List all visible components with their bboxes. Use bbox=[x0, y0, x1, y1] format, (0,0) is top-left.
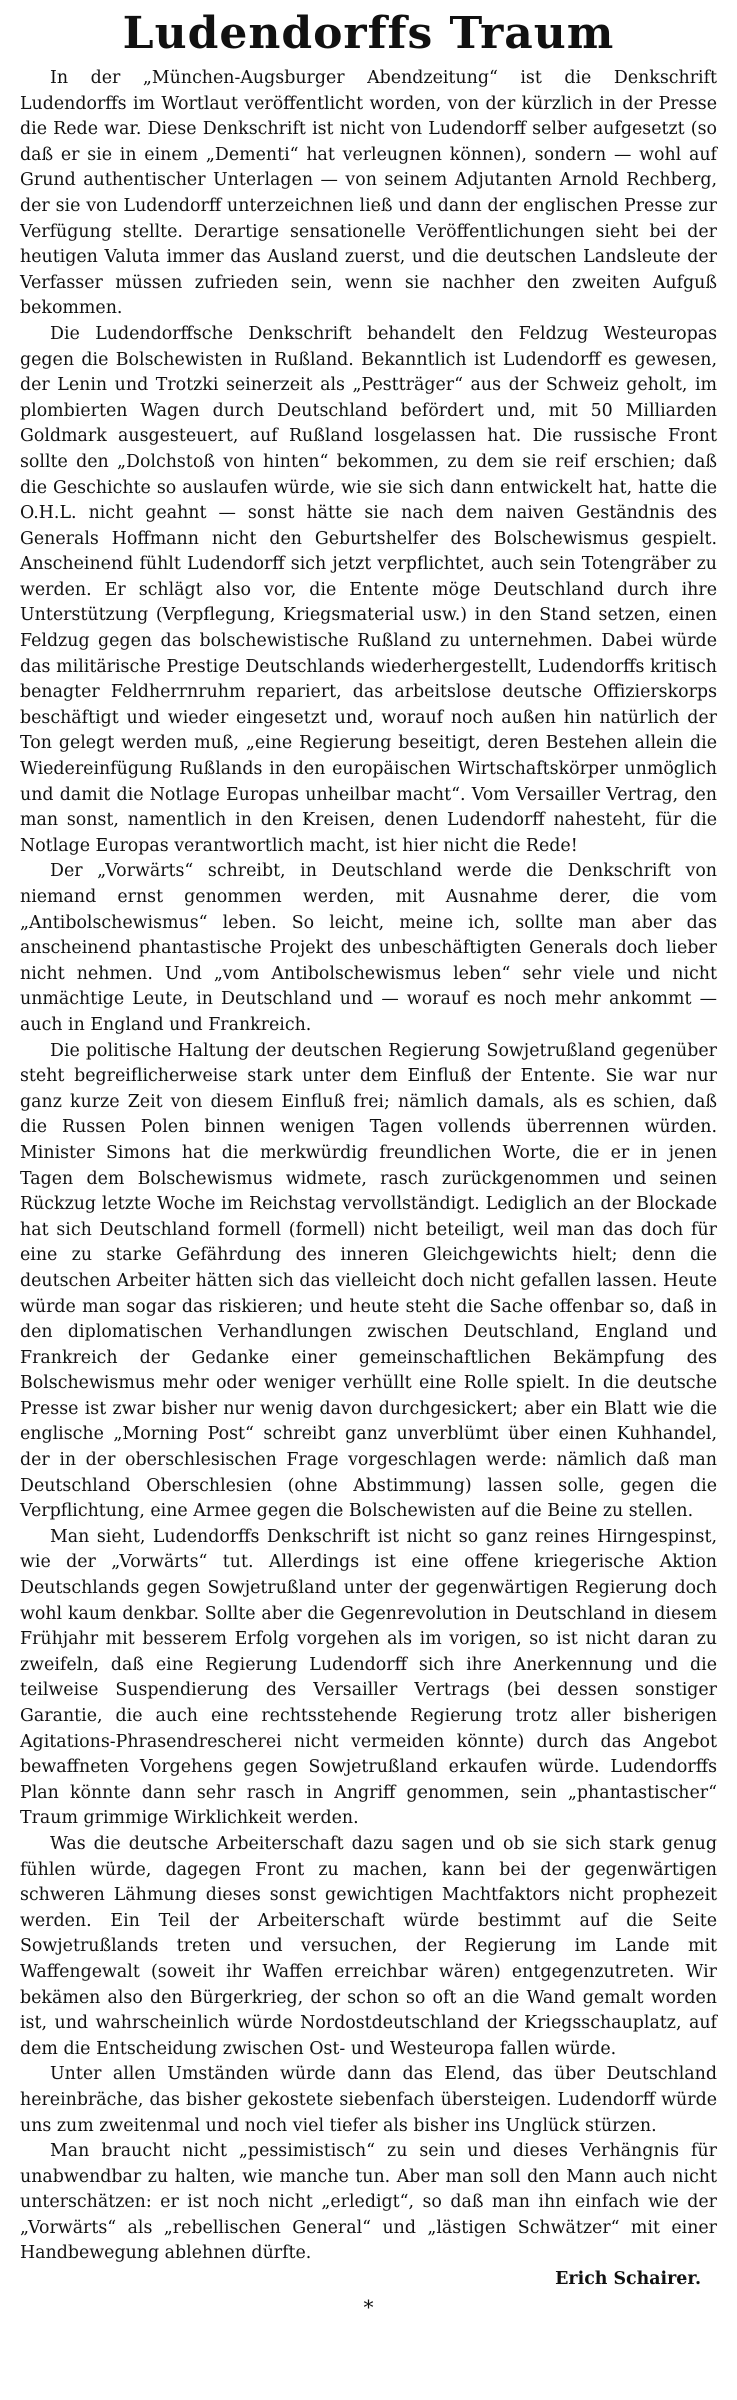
paragraph-3: Der „Vorwärts“ schreibt, in Deutschland werde die Denkschrift von niemand ernst genommen werden, mit Ausnahme derer, die vom „Antibolschewismus“ leben. So leicht, meine ich, sollte man aber das anscheinend phantastische Projekt des unbeschäftigten Generals doch lieber nicht nehmen. Und „vom Antibolschewismus leben“ sehr viele und nicht unmächtige Leute, in Deutschland und — worauf es noch mehr ankommt — auch in England und Frankreich. bbox=[20, 861, 717, 1035]
paragraph-4: Die politische Haltung der deutschen Regierung Sowjetrußland gegenüber steht begreiflicherweise stark unter dem Einfluß der Entente. Sie war nur ganz kurze Zeit von diesem Einfluß frei; nämlich damals, als es schien, daß die Russen Polen binnen wenigen Tagen vollends überrennen würden. Minister Simons hat die merkwürdig freundlichen Worte, die er in jenen Tagen dem Bolschewismus widmete, rasch zurückgenommen und seinen Rückzug letzte Woche im Reichstag vervollständigt. Lediglich an der Blockade hat sich Deutschland formell (formell) nicht beteiligt, weil man das doch für eine zu starke Gefährdung des inneren Gleichgewichts hielt; denn die deutschen Arbeiter hätten sich das vielleicht doch nicht gefallen lassen. Heute würde man sogar das riskieren; und heute steht die Sache offenbar so, daß in den diplomatischen Verhandlungen zwischen Deutschland, England und Frankreich der Gedanke einer gemeinschaftlichen Bekämpfung des Bolschewismus mehr oder weniger verhüllt eine Rolle spielt. In die deutsche Presse ist zwar bisher nur wenig davon durchgesickert; aber ein Blatt wie die englische „Morning Post“ schreibt ganz unverblümt über einen Kuhhandel, der in der oberschlesischen Frage vorgeschlagen werde: nämlich daß man Deutschland Oberschlesien (ohne Abstimmung) lassen solle, gegen die Verpflichtung, eine Armee gegen die Bolschewisten auf die Beine zu stellen. bbox=[20, 1040, 717, 1522]
paragraph-2: Die Ludendorffsche Denkschrift behandelt den Feldzug Westeuropas gegen die Bolschewisten in Rußland. Bekanntlich ist Ludendorff es gewesen, der Lenin und Trotzki seinerzeit als „Pestträger“ aus der Schweiz geholt, im plombierten Wagen durch Deutschland befördert und, mit 50 Milliarden Goldmark ausgesteuert, auf Rußland losgelassen hat. Die russische Front sollte den „Dolchstoß von hinten“ bekommen, zu dem sie reif erschien; daß die Geschichte so auslaufen würde, wie sie sich dann entwickelt hat, hatte die O.H.L. nicht geahnt — sonst hätte sie nach dem naiven Geständnis des Generals Hoffmann nicht den Geburtshelfer des Bolschewismus gespielt. Anscheinend fühlt Ludendorff sich jetzt verpflichtet, auch sein Totengräber zu werden. Er schlägt also vor, die Entente möge Deutschland durch ihre Unterstützung (Verpflegung, Kriegsmaterial usw.) in den Stand setzen, einen Feldzug gegen das bolschewistische Rußland zu unternehmen. Dabei würde das militärische Prestige Deutschlands wiederhergestellt, Ludendorffs kritisch benagter Feldherrnruhm repariert, das arbeitslose deutsche Offizierskorps beschäftigt und wieder eingesetzt und, worauf noch außen hin natürlich der Ton gelegt werden muß, „eine Regierung beseitigt, deren Bestehen allein die Wiedereinfügung Rußlands in den europäischen Wirtschaftskörper unmöglich und damit die Notlage Europas unheilbar macht“. Vom Versailler Vertrag, den man sonst, namentlich in den Kreisen, denen Ludendorff nahesteht, für die Notlage Europas verantwortlich macht, ist hier nicht die Rede! bbox=[20, 323, 717, 856]
end-mark: * bbox=[363, 2294, 374, 2319]
author-signature: Erich Schairer. bbox=[555, 2269, 701, 2290]
paragraph-5: Man sieht, Ludendorffs Denkschrift ist nicht so ganz reines Hirngespinst, wie der „Vorwärts“ tut. Allerdings ist eine offene kriegerische Aktion Deutschlands gegen Sowjetrußland unter der gegenwärtigen Regierung doch wohl kaum denkbar. Sollte aber die Gegenrevolution in Deutschland in diesem Frühjahr mit besserem Erfolg vorgehen als im vorigen, so ist nicht daran zu zweifeln, daß eine Regierung Ludendorff sich ihre Anerkennung und die teilweise Suspendierung des Versailler Vertrags (bei dessen sonstiger Garantie, die auch eine rechtsstehende Regierung trotz aller bisherigen Agitations-Phrasendrescherei nicht vermeiden könnte) durch das Angebot bewaffneten Vorgehens gegen Sowjetrußland erkaufen würde. Ludendorffs Plan könnte dann sehr rasch in Angriff genommen, sein „phantastischer“ Traum grimmige Wirklichkeit werden. bbox=[20, 1526, 717, 1829]
paragraph-6: Was die deutsche Arbeiterschaft dazu sagen und ob sie sich stark genug fühlen würde, dagegen Front zu machen, kann bei der gegenwärtigen schweren Lähmung dieses sonst gewichtigen Machtfaktors nicht prophezeit werden. Ein Teil der Arbeiterschaft würde bestimmt auf die Seite Sowjetrußlands treten und versuchen, der Regierung im Lande mit Waffengewalt (soweit ihr Waffen erreichbar wären) entgegenzutreten. Wir bekämen also den Bürgerkrieg, der schon so oft an die Wand gemalt worden ist, und wahrscheinlich würde Nordostdeutschland der Kriegsschauplatz, auf dem die Entscheidung zwischen Ost- und Westeuropa fallen würde. bbox=[20, 1833, 717, 2059]
paragraph-8: Man braucht nicht „pessimistisch“ zu sein und dieses Verhängnis für unabwendbar zu halten, wie manche tun. Aber man soll den Mann auch nicht unterschätzen: er ist noch nicht „erledigt“, so daß man ihn einfach wie der „Vorwärts“ als „rebellischen General“ und „lästigen Schwätzer“ mit einer Handbewegung ablehnen dürfte. bbox=[20, 2141, 717, 2264]
paragraph-7: Unter allen Umständen würde dann das Elend, das über Deutschland hereinbräche, das bisher gekostete siebenfach übersteigen. Ludendorff würde uns zum zweitenmal und noch viel tiefer als bisher ins Unglück stürzen. bbox=[20, 2064, 717, 2136]
article-title: Ludendorffs Traum bbox=[122, 8, 615, 59]
paragraph-1: In der „München-Augsburger Abendzeitung“ ist die Denkschrift Ludendorffs im Wortlaut veröffentlicht worden, von der kürzlich in der Presse die Rede war. Diese Denkschrift ist nicht von Ludendorff selber aufgesetzt (so daß er sie in einem „Dementi“ hat verleugnen können), sondern — wohl auf Grund authentischer Unterlagen — von seinem Adjutanten Arnold Rechberg, der sie von Ludendorff unterzeichnen ließ und dann der englischen Presse zur Verfügung stellte. Derartige sensationelle Veröffentlichungen sieht bei der heutigen Valuta immer das Ausland zuerst, und die deutschen Landsleute der Verfasser müssen zufrieden sein, wenn sie nachher den zweiten Aufguß bekommen. bbox=[20, 68, 717, 319]
